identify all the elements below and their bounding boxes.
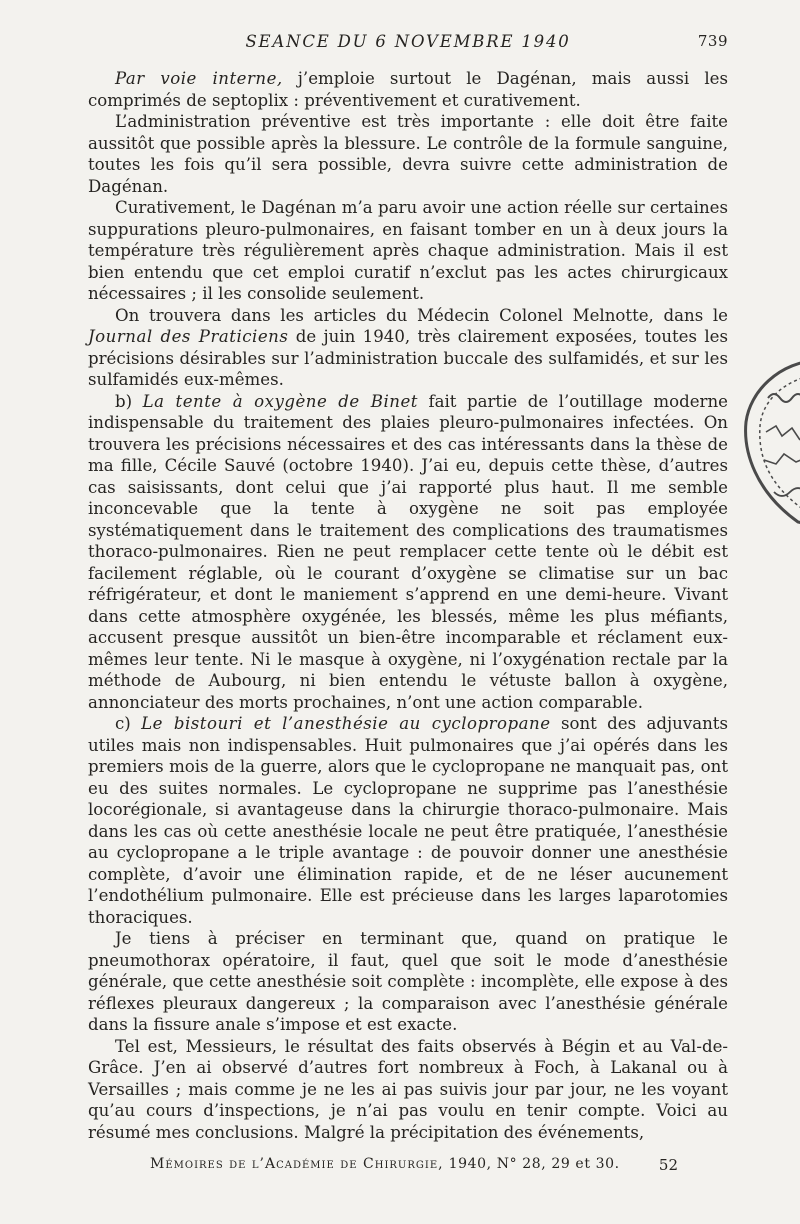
signature-mark: 52: [658, 1156, 678, 1174]
paragraph-text: de juin 1940, très clairement exposées, toutes les précisions désirables sur l’administration buccale des sulfamidés, et sur les sulfamidés eux-mêmes.: [88, 327, 728, 389]
italic-lead: Le bistouri et l’anesthésie au cyclopropane: [141, 714, 551, 733]
paragraph: L’administration préventive est très importante : elle doit être faite aussitôt que possible après la blessure. Le contrôle de la formule sanguine, toutes les fois qu’il sera possible, devra suivre cette administration de Dagénan.: [88, 112, 728, 196]
page-footer: [150, 1156, 710, 1180]
library-stamp-icon: [738, 352, 800, 532]
paragraph-text: sont des adjuvants utiles mais non indispensables. Huit pulmonaires que j’ai opérés dans les premiers mois de la guerre, alors que le cyclopropane ne manquait pas, ont eu des suites normales. Le cyclopropane ne supprime pas l’anesthésie locorégionale, si avantageuse dans la chirurgie thoraco-pulmonaire. Mais dans les cas où cette anesthésie locale ne peut être pratiquée, l’anesthésie au cyclopropane a le triple avantage : de pouvoir donner une anesthésie complète, d’avoir une élimination rapide, et de ne léser aucunement l’endothélium pulmonaire. Elle est précieuse dans les larges laparotomies thoraciques.: [88, 714, 728, 927]
italic-lead: Par voie interne,: [115, 69, 283, 88]
paragraph: Je tiens à préciser en terminant que, quand on pratique le pneumothorax opératoire, il faut, quel que soit le mode d’anesthésie générale, que cette anesthésie soit complète : incomplète, elle expose à des réflexes pleuraux dangereux ; la comparaison avec l’anesthésie générale dans la fissure anale s’impose et est exacte.: [88, 929, 728, 1034]
header-title: SEANCE DU 6 NOVEMBRE 1940: [245, 32, 571, 51]
paragraph: [88, 68, 728, 111]
paragraph: Tel est, Messieurs, le résultat des faits observés à Bégin et au Val-de-Grâce. J’en ai observé d’autres fort nombreux à Foch, à Lakanal ou à Versailles ; mais comme je ne les ai pas suivis jour par jour, ne les voyant qu’au cours d’inspections, je n’ai pas voulu en tenir compte. Voici au résumé mes conclusions. Malgré la précipitation des événements,: [88, 1036, 728, 1142]
item-marker: b): [115, 391, 143, 411]
footer-citation: [150, 1156, 620, 1172]
article-body: [88, 68, 728, 1143]
footer-journal: Mémoires de l’Académie de Chirurgie,: [150, 1156, 444, 1172]
footer-issue: 1940, N° 28, 29 et 30.: [443, 1156, 620, 1172]
italic-lead: La tente à oxygène de Binet: [142, 391, 418, 411]
page-number: 739: [697, 32, 728, 50]
paragraph: [88, 305, 728, 391]
running-header: [88, 32, 728, 58]
item-marker: c): [115, 714, 142, 733]
paragraph: [88, 713, 728, 928]
journal-title: Journal des Praticiens: [88, 327, 289, 346]
paragraph: Curativement, le Dagénan m’a paru avoir une action réelle sur certaines suppurations pleuro-pulmonaires, en faisant tomber en un à deux jours la température très régulièrement après chaque administration. Mais il est bien entendu que cet emploi curatif n’exclut pas les actes chirurgicaux nécessaires ; il les consolide seulement.: [88, 198, 728, 303]
paragraph-text: j’emploie surtout le Dagénan, mais aussi les comprimés de septoplix : préventivement et curativement.: [88, 69, 728, 110]
paragraph-text: fait partie de l’outillage moderne indispensable du traitement des plaies pleuro-pulmonaires infectées. On trouvera les précisions nécessaires et des cas intéressants dans la thèse de ma fille, Cécile Sauvé (octobre 1940). J’ai eu, depuis cette thèse, d’autres cas saisissants, dont celui que j’ai rapporté plus haut. Il me semble inconcevable que la tente à oxygène ne soit pas employée systématiquement dans le traitement des complications des traumatismes thoraco-pulmonaires. Rien ne peut remplacer cette tente où le débit est facilement réglable, où le courant d’oxygène se climatise sur un bac réfrigérateur, et dont le maniement s’apprend en une demi-heure. Vivant dans cette atmosphère oxygénée, les blessés, même les plus méfiants, accusent presque aussitôt un bien-être incomparable et réclament eux-mêmes leur tente. Ni le masque à oxygène, ni l’oxygénation rectale par la méthode de Aubourg, ni bien entendu le vétuste ballon à oxygène, annonciateur des morts prochaines, n’ont une action comparable.: [88, 391, 728, 712]
paragraph-text: On trouvera dans les articles du Médecin Colonel Melnotte, dans le: [115, 305, 728, 325]
paragraph: [88, 391, 728, 714]
